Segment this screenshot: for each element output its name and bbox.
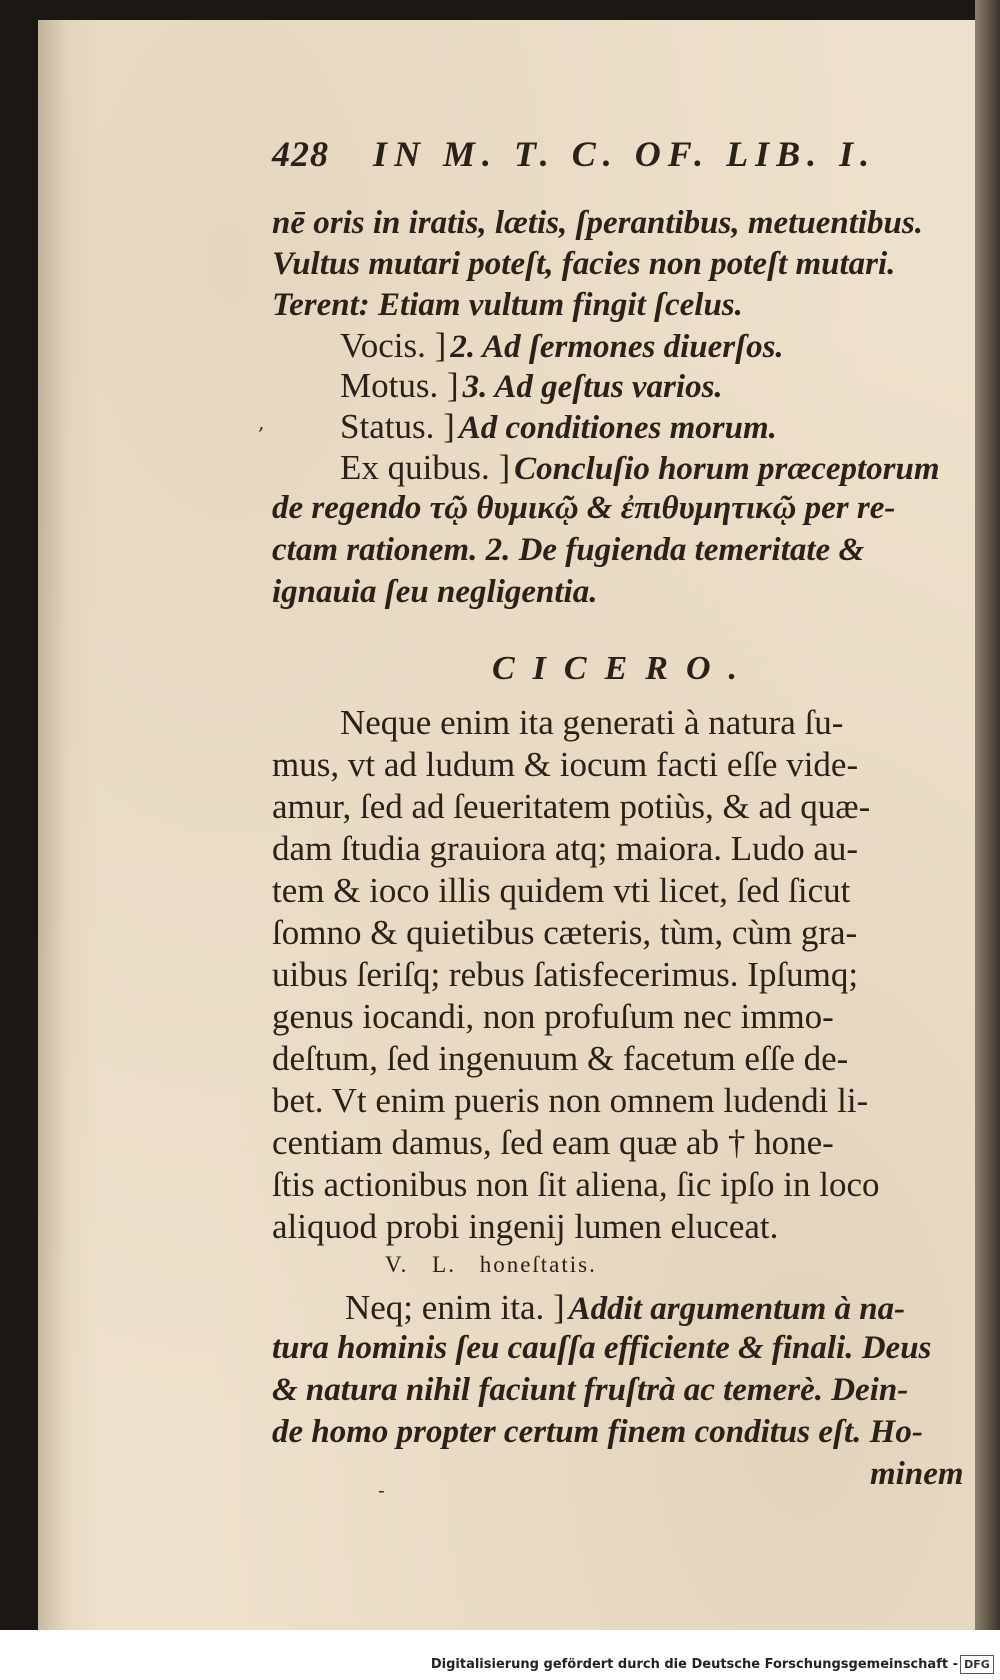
ink-mark: ‚ (258, 410, 265, 434)
main-text-line: aliquod probi ingenij lumen eluceat. (272, 1207, 779, 1246)
running-header (272, 133, 876, 175)
variant-reading: V. L. honeſtatis. (385, 1252, 597, 1277)
catchword: minem (870, 1456, 964, 1492)
main-text-line: centiam damus, ſed eam quæ ab † hone- (272, 1123, 834, 1162)
commentary-line: ctam rationem. 2. De fugienda temeritate & (272, 532, 865, 568)
page-edge (975, 0, 1000, 1630)
lemma-note: 3. Ad geſtus varios. (462, 369, 723, 405)
lemma-note: 2. Ad ſermones diuerſos. (450, 329, 784, 365)
commentary-line: Vultus mutari poteſt, facies non poteſt mutari. (272, 246, 896, 282)
page-number: 428 (272, 134, 329, 174)
dfg-logo: DFG (960, 1655, 994, 1674)
lemma-entry (340, 448, 940, 488)
main-text-line: ſomno & quietibus cæteris, tùm, cùm gra- (272, 913, 858, 952)
commentary-line: & natura nihil faciunt fruſtrà ac temerè. Dein- (272, 1372, 909, 1408)
commentary-line: ignauia ſeu negligentia. (272, 574, 598, 610)
lemma-term: Ex quibus. ] (340, 448, 511, 487)
lemma-term: Status. ] (340, 407, 455, 446)
lemma-term: Motus. ] (340, 366, 459, 405)
lemma-term: Vocis. ] (340, 326, 447, 365)
main-text-line: ſtis actionibus non ſit aliena, ſic ipſo in loco (272, 1165, 880, 1204)
lemma-note: Addit argumentum à na- (568, 1291, 906, 1327)
funding-credit: Digitalisierung gefördert durch die Deutsche Forschungsgemeinschaft - (430, 1657, 958, 1672)
running-title: IN M. T. C. OF. LIB. I. (373, 134, 877, 174)
commentary-line: nē oris in iratis, lætis, ſperantibus, metuentibus. (272, 205, 923, 241)
main-text-line: genus iocandi, non profuſum nec immo- (272, 997, 834, 1036)
main-text-line: dam ſtudia grauiora atq; maiora. Ludo au- (272, 829, 859, 868)
commentary-line: de homo propter certum finem conditus eſt. Ho- (272, 1414, 923, 1450)
lemma-entry (340, 407, 777, 447)
main-text-line: amur, ſed ad ſeueritatem potiùs, & ad quæ- (272, 787, 871, 826)
main-text-line: deſtum, ſed ingenuum & facetum eſſe de- (272, 1039, 849, 1078)
commentary-line: tura hominis ſeu cauſſa efficiente & finali. Deus (272, 1330, 932, 1366)
main-text-line: mus, vt ad ludum & iocum facti eſſe vide- (272, 745, 859, 784)
ink-mark: - (378, 1478, 385, 1502)
lemma-note: Ad conditiones morum. (458, 410, 777, 446)
lemma-entry (340, 366, 723, 406)
main-text-line: bet. Vt enim pueris non omnem ludendi li- (272, 1081, 869, 1120)
commentary-line: de regendo τῷ θυμικῷ & ἐπιθυμητικῷ per re- (272, 490, 896, 526)
main-text-line: uibus ſeriſq; rebus ſatisfecerimus. Ipſumq; (272, 955, 859, 994)
lemma-entry (340, 326, 784, 366)
lemma-term: Neq; enim ita. ] (345, 1288, 565, 1327)
main-text-line: Neque enim ita generati à natura ſu- (340, 703, 844, 742)
lemma-entry (345, 1288, 905, 1328)
commentary-line: Terent: Etiam vultum fingit ſcelus. (272, 287, 743, 323)
lemma-note: Concluſio horum præceptorum (514, 451, 940, 487)
section-heading: CICERO. (492, 650, 755, 687)
main-text-line: tem & ioco illis quidem vti licet, ſed ſicut (272, 871, 851, 910)
